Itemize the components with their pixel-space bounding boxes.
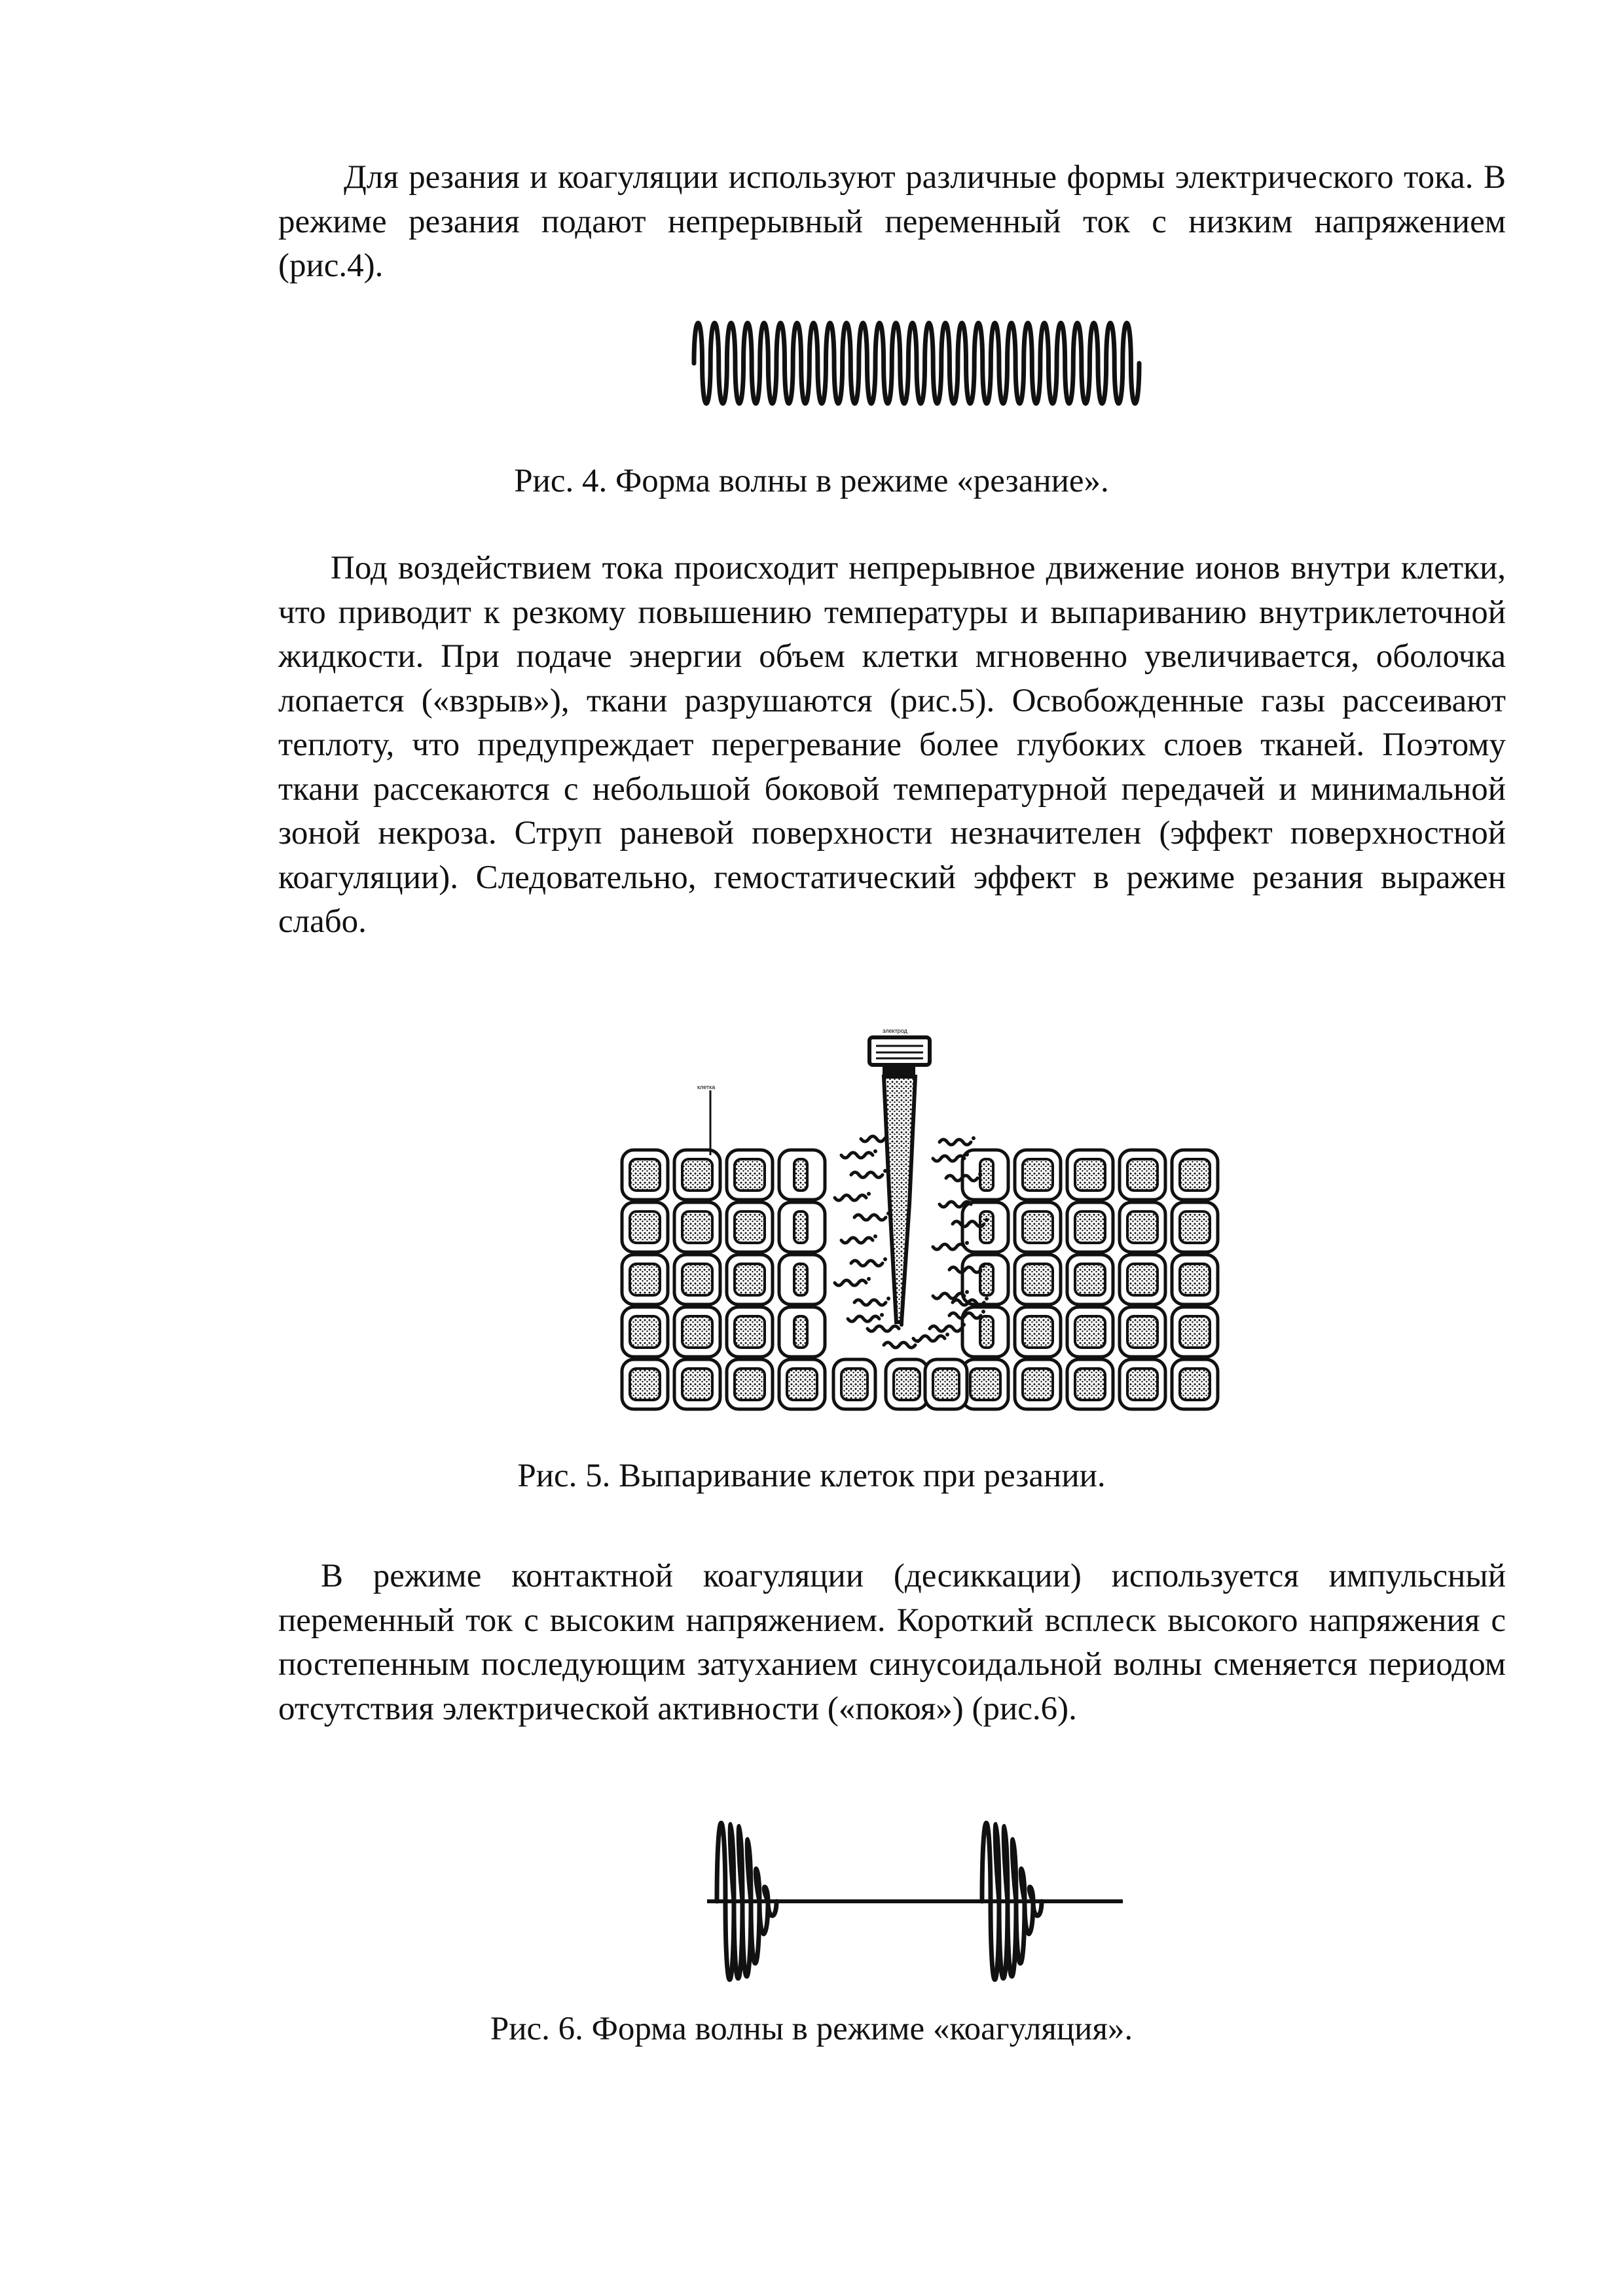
- cell-nucleus: [1127, 1159, 1158, 1191]
- cell-nucleus: [980, 1316, 993, 1348]
- cell-nucleus: [794, 1316, 807, 1348]
- fragment: [930, 1326, 961, 1331]
- cell-nucleus: [1075, 1316, 1105, 1348]
- paragraph-cutting-effect: Под воздействием тока происходит непрерывное движение ионов внутри клетки, что приводит к резкому повышению температуры и выпариванию внутриклеточной жидкости. При подаче энергии объем клетки мгновенно увеличивается, оболочка лопается («взрыв»), ткани разрушаются (рис.5). Освобожденные газы рассеивают теплоту, что предупреждает перегревание более глубоких слоев тканей. Поэтому ткани рассекаются с небольшой боковой температурной передачей и минимальной зоной некроза. Струп раневой поверхности незначителен (эффект поверхностной коагуляции). Следовательно, гемостатический эффект в режиме резания выражен слабо.: [278, 550, 1506, 940]
- fragment: [835, 1195, 866, 1200]
- cell-nucleus: [735, 1369, 765, 1400]
- spark-dot: [945, 1333, 949, 1336]
- cell-nucleus: [1023, 1369, 1053, 1400]
- spark-dot: [867, 1192, 871, 1196]
- cell-nucleus: [1023, 1211, 1053, 1243]
- fragment: [841, 1153, 873, 1158]
- cell-nucleus: [630, 1316, 660, 1348]
- cell-nucleus: [980, 1159, 993, 1191]
- cell-nucleus: [682, 1264, 712, 1295]
- cell-nucleus: [630, 1369, 660, 1400]
- cell-nucleus: [841, 1369, 867, 1400]
- cell-nucleus: [682, 1211, 712, 1243]
- spark-dot: [981, 1264, 985, 1268]
- cell-nucleus: [630, 1211, 660, 1243]
- spark-dot: [965, 1290, 969, 1294]
- electrode: [869, 1037, 930, 1322]
- cell-nucleus: [735, 1159, 765, 1191]
- cell-nucleus: [1127, 1369, 1158, 1400]
- cell-nucleus: [1180, 1159, 1210, 1191]
- cell-nucleus: [735, 1316, 765, 1348]
- figure-4-caption: Рис. 4. Форма волны в режиме «резание».: [514, 463, 1109, 499]
- spark-dot: [867, 1277, 871, 1281]
- cell-nucleus: [980, 1264, 993, 1295]
- cell-label: клетка: [697, 1084, 716, 1090]
- cell-nucleus: [787, 1369, 817, 1400]
- cell-nucleus: [1127, 1211, 1158, 1243]
- cell-nucleus: [1023, 1316, 1053, 1348]
- cell-nucleus: [1075, 1264, 1105, 1295]
- cell-nucleus: [1127, 1264, 1158, 1295]
- cell-nucleus: [1127, 1316, 1158, 1348]
- spark-dot: [978, 1172, 982, 1176]
- spark-dot: [965, 1153, 969, 1157]
- spark-dot: [886, 1297, 890, 1300]
- fragment: [835, 1280, 866, 1285]
- spark-dot: [981, 1310, 985, 1314]
- electrode-label: электрод: [883, 1028, 907, 1034]
- fragment: [851, 1172, 883, 1177]
- cell-nucleus: [1180, 1264, 1210, 1295]
- figure-5-caption: Рис. 5. Выпаривание клеток при резании.: [517, 1458, 1106, 1494]
- fragment: [867, 1326, 899, 1331]
- paragraph-coagulation: В режиме контактной коагуляции (десиккации) используется импульсный переменный ток с высоким напряжением. Короткий всплеск высокого напряжения с постепенным последующим затуханием синусоидальной волны сменяется периодом отсутствия электрической активности («покоя») (рис.6).: [278, 1558, 1506, 1727]
- paragraph-intro: Для резания и коагуляции используют различные формы электрического тока. В режиме резания подают непрерывный переменный ток с низким напряжением (рис.4).: [278, 159, 1506, 284]
- spark-dot: [883, 1257, 887, 1261]
- cell-nucleus: [682, 1369, 712, 1400]
- spark-dot: [962, 1323, 966, 1327]
- spark-dot: [965, 1241, 969, 1245]
- fragment: [841, 1238, 873, 1243]
- cell-nucleus: [894, 1369, 920, 1400]
- cell-nucleus: [1023, 1159, 1053, 1191]
- figure-5-cell-vaporization: [625, 1021, 1224, 1440]
- spark-dot: [985, 1218, 989, 1222]
- cell-nucleus: [735, 1211, 765, 1243]
- waveform-line: [694, 323, 1139, 404]
- fragment: [848, 1316, 879, 1321]
- cell-nucleus: [1180, 1369, 1210, 1400]
- cell-nucleus: [933, 1369, 959, 1400]
- cell-nucleus: [735, 1264, 765, 1295]
- cell-nucleus: [630, 1264, 660, 1295]
- spark-dot: [985, 1297, 989, 1300]
- fragment: [854, 1215, 886, 1220]
- fragment: [933, 1293, 964, 1299]
- cell-nucleus: [682, 1159, 712, 1191]
- cell-nucleus: [1075, 1159, 1105, 1191]
- spark-dot: [972, 1198, 976, 1202]
- fragment: [913, 1336, 945, 1341]
- cell-nucleus: [1180, 1316, 1210, 1348]
- fragment: [884, 1342, 915, 1348]
- figure-6-caption: Рис. 6. Форма волны в режиме «коагуляция».: [490, 2011, 1133, 2047]
- fragment: [939, 1139, 971, 1145]
- figure-6-coagulation-waveform: [701, 1806, 1133, 2003]
- cell-nucleus: [682, 1316, 712, 1348]
- cell-nucleus: [1023, 1264, 1053, 1295]
- cell-nucleus: [794, 1264, 807, 1295]
- cell-nucleus: [1180, 1211, 1210, 1243]
- fragment: [851, 1261, 883, 1266]
- spark-dot: [972, 1136, 976, 1140]
- spark-dot: [873, 1234, 877, 1238]
- cell-nucleus: [1075, 1369, 1105, 1400]
- spark-dot: [880, 1313, 884, 1317]
- fragment: [933, 1244, 964, 1249]
- tissue-cells: [622, 1150, 1218, 1409]
- cell-nucleus: [970, 1369, 1000, 1400]
- figure-4-cutting-waveform: [687, 298, 1146, 429]
- spark-dot: [873, 1149, 877, 1153]
- cell-nucleus: [630, 1159, 660, 1191]
- cell-nucleus: [794, 1159, 807, 1191]
- cell-nucleus: [1075, 1211, 1105, 1243]
- cell-nucleus: [794, 1211, 807, 1243]
- fragment: [854, 1300, 886, 1305]
- fragment: [933, 1156, 964, 1161]
